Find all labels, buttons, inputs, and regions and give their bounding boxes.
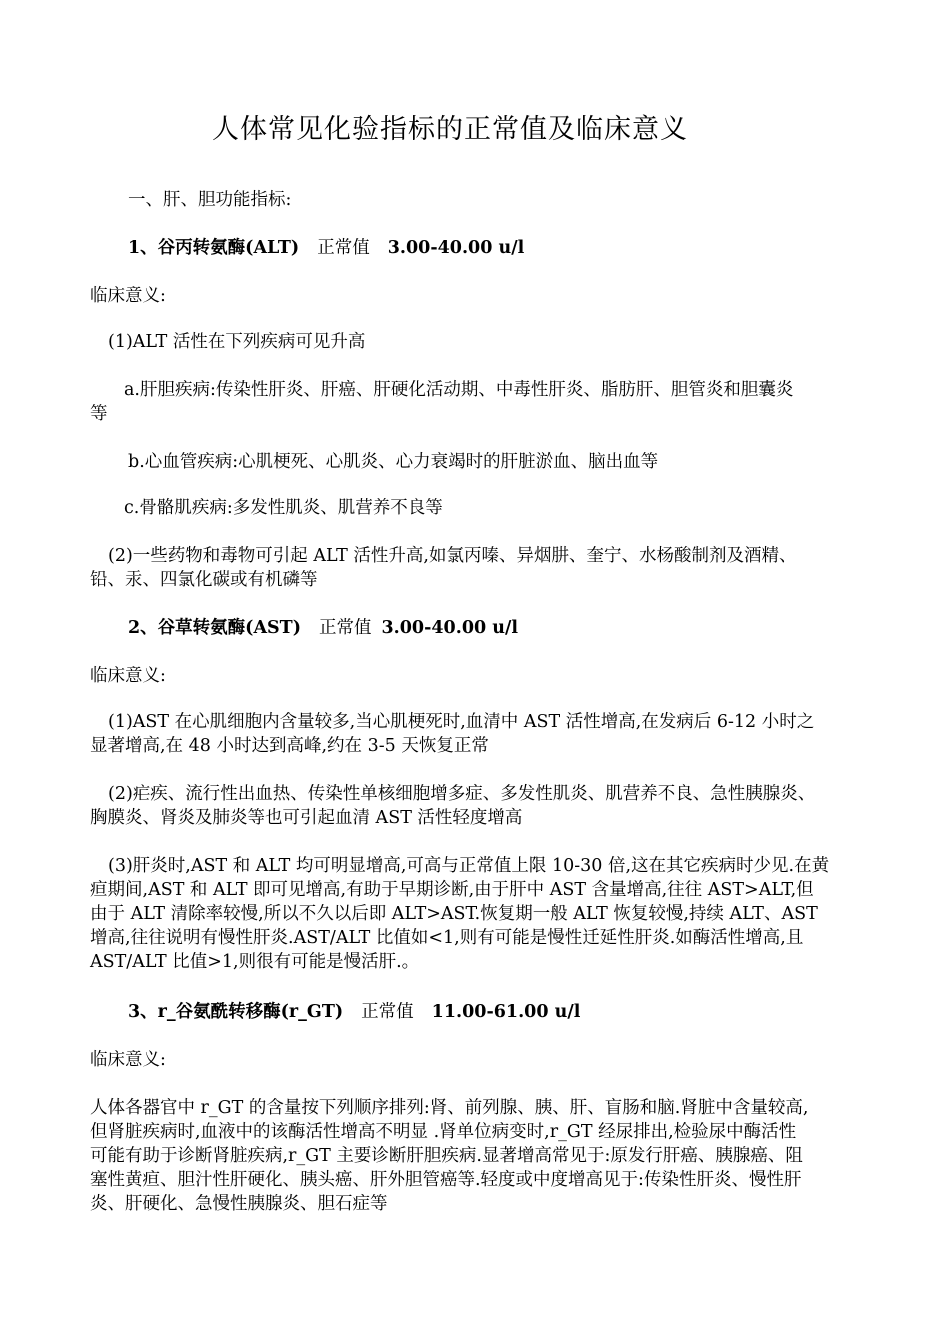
section-heading-liver: 一、肝、胆功能指标: xyxy=(128,190,292,210)
page-title: 人体常见化验指标的正常值及临床意义 xyxy=(212,114,688,145)
ast-label: 2、谷草转氨酶(AST) xyxy=(128,618,301,638)
alt-clinical-label: 临床意义: xyxy=(90,286,166,306)
alt-heading xyxy=(128,236,908,260)
alt-paragraph-2-line2: 铅、汞、四氯化碳或有机磷等 xyxy=(90,570,318,590)
alt-paragraph-2-line1: (2)一些药物和毒物可引起 ALT 活性升高,如氯丙嗪、异烟肼、奎宁、水杨酸制剂及酒精、 xyxy=(108,546,797,566)
alt-normal-value: 3.00-40.00 u/l xyxy=(387,238,525,258)
ggt-paragraph-line3: 可能有助于诊断肾脏疾病,r_GT 主要诊断肝胆疾病.显著增高常见于:原发行肝癌、胰腺癌、阻 xyxy=(90,1146,803,1166)
ast-paragraph-3-line4: 增高,往往说明有慢性肝炎.AST/ALT 比值如<1,则有可能是慢性迁延性肝炎.如酶活性增高,且 xyxy=(90,928,804,948)
ggt-paragraph-line2: 但肾脏疾病时,血液中的该酶活性增高不明显 .肾单位病变时,r_GT 经尿排出,检验尿中酶活性 xyxy=(90,1122,797,1142)
alt-item-a-line2: 等 xyxy=(90,404,108,424)
ast-clinical-label: 临床意义: xyxy=(90,666,166,686)
ast-paragraph-3-line1: (3)肝炎时,AST 和 ALT 均可明显增高,可高与正常值上限 10-30 倍,这在其它疾病时少见.在黄 xyxy=(108,856,830,876)
alt-item-a-line1: a.肝胆疾病:传染性肝炎、肝癌、肝硬化活动期、中毒性肝炎、脂肪肝、胆管炎和胆囊炎 xyxy=(124,380,794,400)
alt-item-c: c.骨骼肌疾病:多发性肌炎、肌营养不良等 xyxy=(124,498,443,518)
ast-normal-label: 正常值 xyxy=(318,618,372,638)
ggt-label: 3、r_谷氨酰转移酶(r_GT) xyxy=(128,1002,344,1022)
alt-normal-label: 正常值 xyxy=(317,238,370,258)
alt-label: 1、谷丙转氨酶(ALT) xyxy=(128,238,300,258)
ggt-normal-label: 正常值 xyxy=(361,1002,414,1022)
ast-paragraph-1-line1: (1)AST 在心肌细胞内含量较多,当心肌梗死时,血清中 AST 活性增高,在发病后 6-12 小时之 xyxy=(108,712,815,732)
ast-normal-value: 3.00-40.00 u/l xyxy=(381,618,519,638)
ast-paragraph-1-line2: 显著增高,在 48 小时达到高峰,约在 3-5 天恢复正常 xyxy=(90,736,489,756)
ggt-paragraph-line4: 塞性黄疸、胆汁性肝硬化、胰头癌、肝外胆管癌等.轻度或中度增高见于:传染性肝炎、慢性肝 xyxy=(90,1170,802,1190)
ast-paragraph-2-line2: 胸膜炎、肾炎及肺炎等也可引起血清 AST 活性轻度增高 xyxy=(90,808,523,828)
alt-item-b: b.心血管疾病:心肌梗死、心肌炎、心力衰竭时的肝脏淤血、脑出血等 xyxy=(128,452,659,472)
alt-paragraph-1: (1)ALT 活性在下列疾病可见升高 xyxy=(108,332,366,352)
ast-paragraph-2-line1: (2)疟疾、流行性出血热、传染性单核细胞增多症、多发性肌炎、肌营养不良、急性胰腺炎、 xyxy=(108,784,816,804)
ast-heading xyxy=(128,616,908,640)
ast-paragraph-3-line2: 疸期间,AST 和 ALT 即可见增高,有助于早期诊断,由于肝中 AST 含量增高,往往 AST>ALT,但 xyxy=(90,880,814,900)
ggt-paragraph-line5: 炎、肝硬化、急慢性胰腺炎、胆石症等 xyxy=(90,1194,388,1214)
ggt-clinical-label: 临床意义: xyxy=(90,1050,166,1070)
ast-paragraph-3-line3: 由于 ALT 清除率较慢,所以不久以后即 ALT>AST.恢复期一般 ALT 恢复较慢,持续 ALT、AST xyxy=(90,904,818,924)
ast-paragraph-3-line5: AST/ALT 比值>1,则很有可能是慢活肝.。 xyxy=(90,952,420,972)
ggt-normal-value: 11.00-61.00 u/l xyxy=(431,1002,581,1022)
ggt-heading xyxy=(128,1000,908,1024)
ggt-paragraph-line1: 人体各器官中 r_GT 的含量按下列顺序排列:肾、前列腺、胰、肝、盲肠和脑.肾脏中含量较高, xyxy=(90,1098,809,1118)
